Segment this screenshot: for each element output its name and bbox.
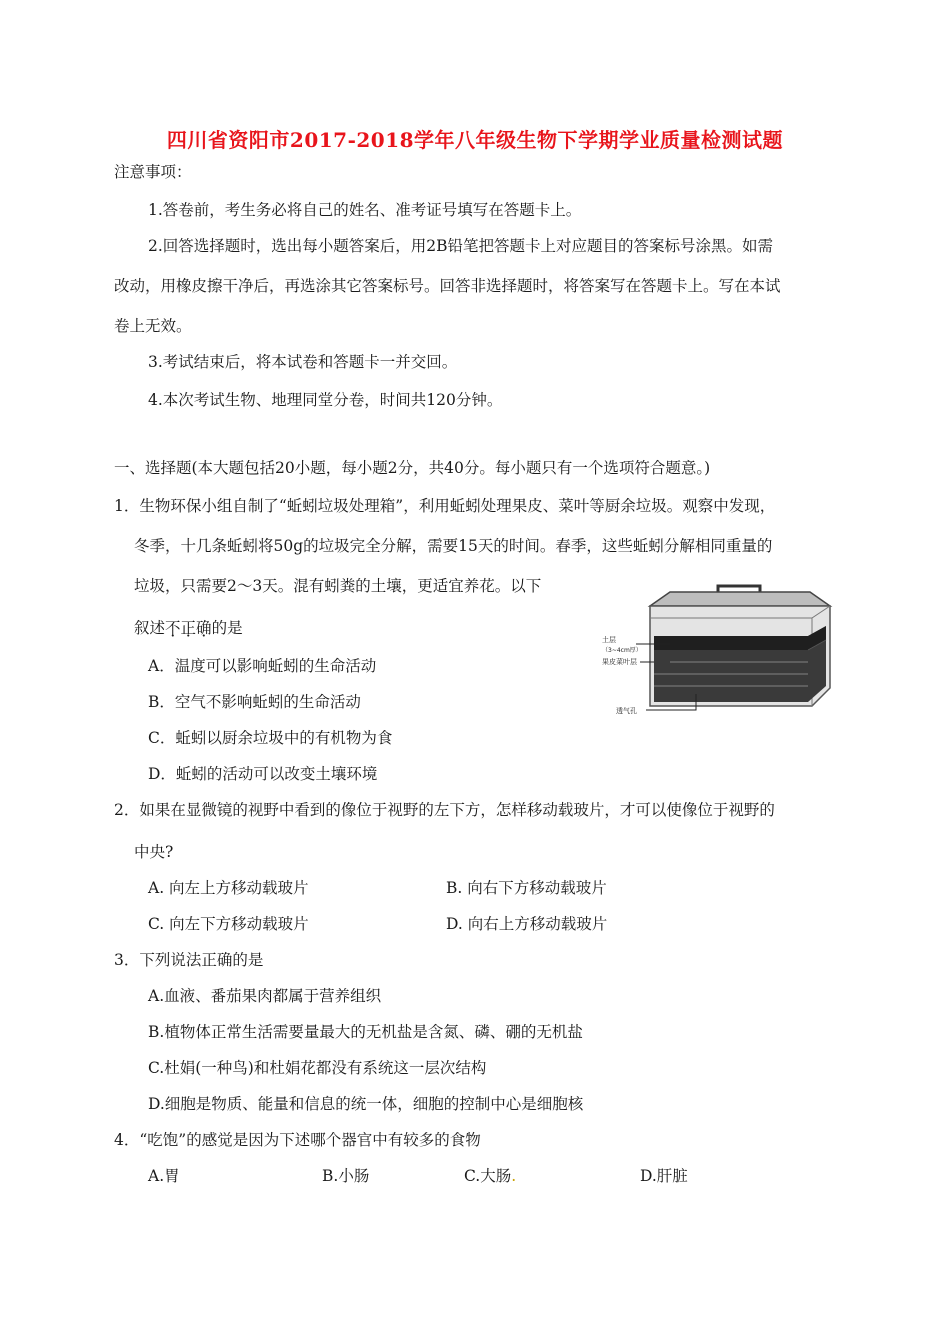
q1-stem-line-1: 1．生物环保小组自制了“蚯蚓垃圾处理箱”，利用蚯蚓处理果皮、菜叶等厨余垃圾。观察中发现，: [114, 497, 776, 515]
q4-option-b: B.小肠: [322, 1167, 370, 1185]
q1-option-d: D．蚯蚓的活动可以改变土壤环境: [148, 765, 378, 783]
figure-label-air-hole: 透气孔: [616, 707, 637, 715]
earthworm-box-figure: [600, 578, 834, 716]
q3-stem: 3．下列说法正确的是: [114, 951, 264, 969]
q3-option-d: D.细胞是物质、能量和信息的统一体，细胞的控制中心是细胞核: [148, 1095, 584, 1113]
q2-stem-line-1: 2．如果在显微镜的视野中看到的像位于视野的左下方，怎样移动载玻片，才可以使像位于视野的: [114, 801, 775, 819]
q1-stem-text: 叙述: [134, 619, 166, 637]
q4-option-a: A.胃: [148, 1167, 180, 1185]
q3-option-c: C.杜娟(一种鸟)和杜娟花都没有系统这一层次结构: [148, 1059, 487, 1077]
q1-option-a: A．温度可以影响蚯蚓的生命活动: [148, 657, 377, 675]
q3-option-a: A.血液、番茄果肉都属于营养组织: [148, 987, 382, 1005]
emphasis-char: 正: [180, 619, 197, 637]
q4-option-c: [464, 1166, 516, 1186]
figure-label-soil: 土层: [602, 636, 616, 644]
notice-item-2-line-3: 卷上无效。: [114, 317, 192, 335]
q4-stem: 4．“吃饱”的感觉是因为下述哪个器官中有较多的食物: [114, 1131, 481, 1149]
notice-item-1: 1.答卷前，考生务必将自己的姓名、准考证号填写在答题卡上。: [148, 201, 582, 219]
q2-option-a: A. 向左上方移动载玻片: [148, 879, 309, 897]
q2-option-b: B. 向右下方移动载玻片: [446, 879, 607, 897]
q1-stem-line-3: 垃圾，只需要2～3天。混有蚓粪的土壤，更适宜养花。以下: [134, 577, 542, 595]
notice-item-2-line-2: 改动，用橡皮擦干净后，再选涂其它答案标号。回答非选择题时，将答案写在答题卡上。写在本试: [114, 277, 781, 295]
q1-option-b: B．空气不影响蚯蚓的生命活动: [148, 693, 361, 711]
q2-option-d: D. 向右上方移动载玻片: [446, 915, 608, 933]
emphasis-char: 确: [196, 619, 212, 637]
stray-mark: .: [511, 1167, 517, 1185]
q1-option-c: C．蚯蚓以厨余垃圾中的有机物为食: [148, 729, 393, 747]
q2-option-c: C. 向左下方移动载玻片: [148, 915, 309, 933]
figure-label-peel: 果皮菜叶层: [602, 658, 637, 666]
q1-stem-text: 的是: [211, 619, 243, 637]
emphasis-char: 不: [165, 619, 181, 637]
q4-option-d: D.肝脏: [640, 1167, 688, 1185]
q1-stem-line-2: 冬季，十几条蚯蚓将50g的垃圾完全分解，需要15天的时间。春季，这些蚯蚓分解相同重量的: [134, 537, 773, 555]
figure-label-thickness: （3~4cm厚）: [602, 647, 642, 654]
notice-item-2-line-1: 2.回答选择题时，选出每小题答案后，用2B铅笔把答题卡上对应题目的答案标号涂黑。如需: [148, 237, 774, 255]
q1-stem-line-4: [134, 618, 243, 638]
q3-option-b: B.植物体正常生活需要量最大的无机盐是含氮、磷、硼的无机盐: [148, 1023, 583, 1041]
section-heading: 一、选择题(本大题包括20小题，每小题2分，共40分。每小题只有一个选项符合题意。): [114, 459, 711, 477]
notice-item-3: 3.考试结束后，将本试卷和答题卡一并交回。: [148, 353, 458, 371]
exam-title: 四川省资阳市2017-2018学年八年级生物下学期学业质量检测试题: [166, 128, 784, 152]
q2-stem-line-2: 中央?: [134, 843, 174, 861]
q4-option-c-text: C.大肠: [464, 1167, 512, 1185]
notice-item-4: 4.本次考试生物、地理同堂分卷，时间共120分钟。: [148, 391, 503, 409]
notice-heading: 注意事项：: [114, 163, 192, 181]
